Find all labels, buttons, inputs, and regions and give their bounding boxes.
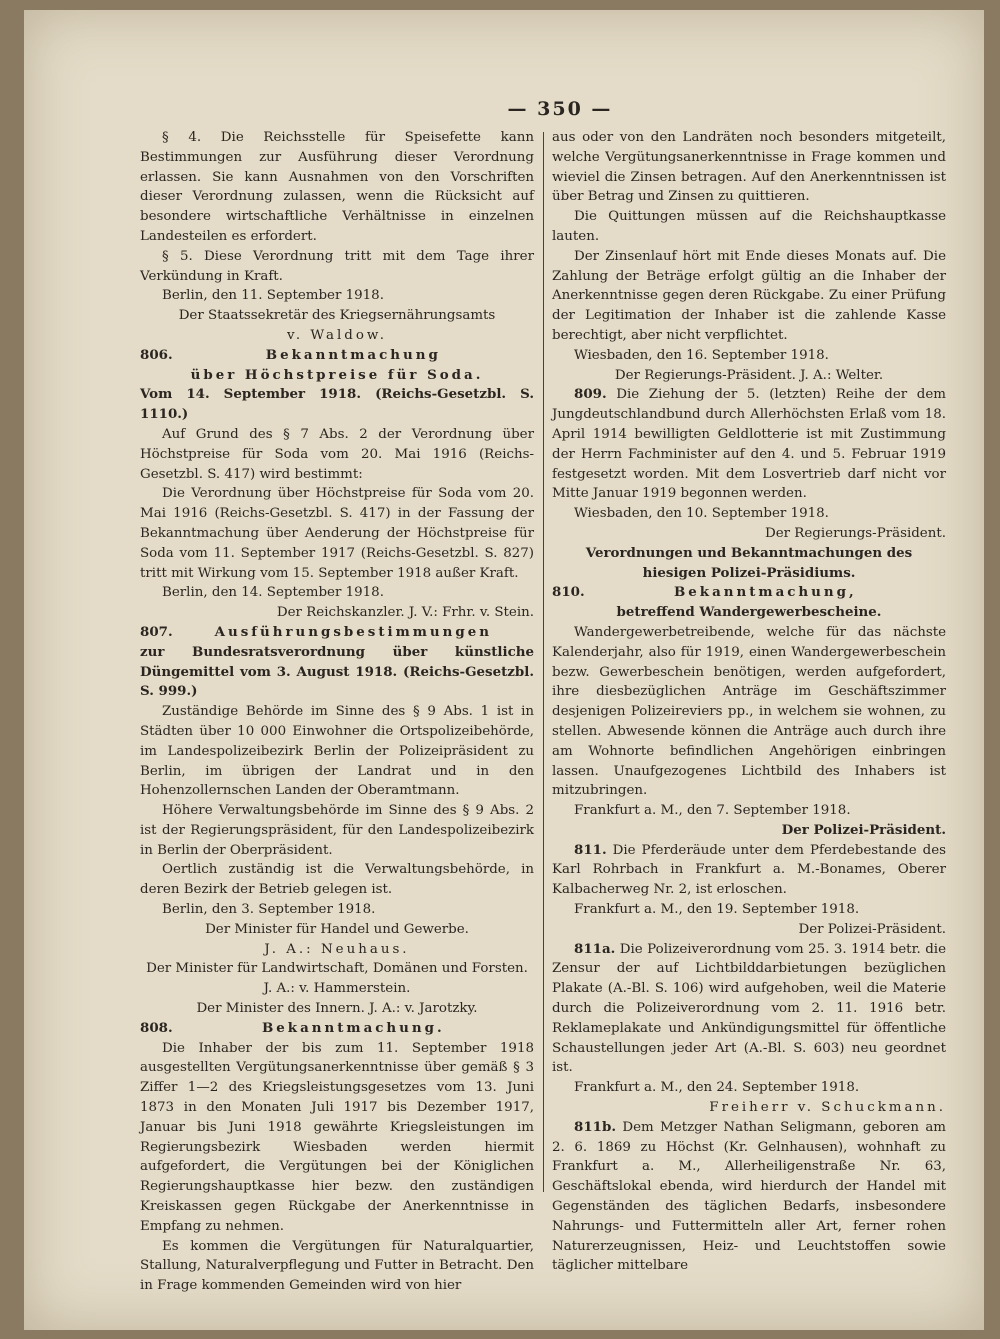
- entry-subtitle: zur Bundesratsverordnung über künstliche Düngemittel vom 3. August 1918. (Reichs-Gesetzbl. S. 999.): [140, 643, 534, 700]
- date-line: Frankfurt a. M., den 19. September 1918.: [574, 902, 860, 918]
- date-line: Wiesbaden, den 10. September 1918.: [574, 506, 829, 522]
- signature-line: Der Regierungs-Präsident. J. A.: Welter.: [614, 367, 884, 383]
- signature-line: Der Minister für Handel und Gewerbe.: [205, 921, 469, 937]
- signature-line: Der Regierungs-Präsident.: [764, 525, 946, 541]
- entry-number: 810.: [552, 584, 585, 601]
- left-column: [140, 128, 534, 1296]
- entry-808-text: Die Quittungen müssen auf die Reichshauptkasse lauten.: [552, 209, 946, 244]
- entry-806-text: Die Verordnung über Höchstpreise für Soda vom 20. Mai 1916 (Reichs-Gesetzbl. S. 417) in der Fassung der Bekanntmachung über Aenderung der Höchstpreise für Soda vom 11. September 1917 (Reichs-Gesetzbl. S. 827) tritt mit Wirkung vom 15. September 1918 außer Kraft.: [140, 486, 534, 581]
- entry-title: Ausführungsbestimmungen: [214, 623, 493, 640]
- entry-806-heading: [140, 346, 534, 366]
- entry-subtitle: über Höchstpreise für Soda.: [190, 366, 484, 383]
- column-divider: [543, 132, 544, 1192]
- signature-title: Der Staatssekretär des Kriegsernährungsamts: [178, 308, 496, 324]
- entry-subtitle: betreffend Wandergewerbescheine.: [616, 604, 882, 621]
- entry-807-text: Oertlich zuständig ist die Verwaltungsbehörde, in deren Bezirk der Betrieb gelegen ist.: [140, 862, 534, 898]
- entry-title: Bekanntmachung: [265, 346, 441, 363]
- signature-line: Der Polizei-Präsident.: [798, 921, 946, 937]
- entry-809-text: [552, 385, 946, 504]
- entry-number: 811b.: [574, 1118, 616, 1135]
- entry-810-heading: [552, 583, 946, 603]
- signature-line: Der Minister des Innern. J. A.: v. Jarotzky.: [196, 1001, 478, 1017]
- date-line: Wiesbaden, den 16. September 1918.: [574, 347, 829, 363]
- entry-811b-body: Dem Metzger Nathan Seligmann, geboren am 2. 6. 1869 zu Höchst (Kr. Gelnhausen), wohnhaft zu Frankfurt a. M., Allerheiligenstraße Nr. 63, Geschäftslokal ebenda, wird hierdurch der Handel mit Gegenständen des täglichen Bedarfs, insbesondere Nahrungs- und Futtermitteln aller Art, ferner rohen Naturerzeugnissen, Heiz- und Leuchtstoffen sowie täglicher mittelbare: [552, 1119, 946, 1274]
- entry-807-heading: [140, 623, 534, 643]
- section-heading: Verordnungen und Bekanntmachungen des hiesigen Polizei-Präsidiums.: [585, 544, 913, 581]
- entry-811a-body: Die Polizeiverordnung vom 25. 3. 1914 betr. die Zensur der auf Lichtbilddarbietungen bezüglichen Plakate (A.-Bl. S. 106) wird aufgehoben, weil die Materie durch die Polizeiverordnung vom 2. 11. 1916 betr. Reklameplakate und Ankündigungsmittel für öffentliche Schaustellungen jeder Art (A.-Bl. S. 603) neu geordnet ist.: [552, 941, 946, 1076]
- entry-title: Bekanntmachung.: [261, 1019, 445, 1036]
- entry-number: 808.: [140, 1019, 173, 1036]
- signature-name: v. Waldow.: [286, 327, 388, 343]
- entry-number: 806.: [140, 346, 173, 363]
- entry-number: 811a.: [574, 940, 616, 957]
- date-line: Berlin, den 3. September 1918.: [162, 902, 376, 918]
- entry-811a-text: [552, 940, 946, 1079]
- date-line: Frankfurt a. M., den 7. September 1918.: [574, 803, 851, 819]
- entry-807-text: Höhere Verwaltungsbehörde im Sinne des § 9 Abs. 2 ist der Regierungspräsident, für den Landespolizeibezirk in Berlin der Oberpräsident.: [140, 803, 534, 858]
- date-line: Berlin, den 14. September 1918.: [162, 585, 384, 601]
- signature-line: Der Minister für Landwirtschaft, Domänen und Forsten. J. A.: v. Hammerstein.: [146, 961, 528, 997]
- paragraph-5: § 5. Diese Verordnung tritt mit dem Tage ihrer Verkündung in Kraft.: [140, 248, 534, 284]
- right-column: [552, 128, 946, 1276]
- signature-name: J. A.: Neuhaus.: [264, 941, 410, 957]
- entry-808-text: Die Inhaber der bis zum 11. September 1918 ausgestellten Vergütungsanerkenntnisse über gemäß § 3 Ziffer 1—2 des Kriegsleistungsgesetzes vom 13. Juni 1873 in den Monaten Juli 1917 bis Dezember 1917, Januar bis Juni 1918 gewährte Kriegsleistungen im Regierungsbezirk Wiesbaden werden hiermit aufgefordert, die Vergütungen bei der Königlichen Regierungshauptkasse hier bezw. den zuständigen Kreiskassen gegen Rückgabe der Anerkenntnisse in Empfang zu nehmen.: [140, 1040, 534, 1234]
- entry-808-text: Der Zinsenlauf hört mit Ende dieses Monats auf. Die Zahlung der Beträge erfolgt gültig an die Inhaber der Anerkenntnisse gegen deren Rückgabe. Zu einer Prüfung der Legitimation der Inhaber ist die zahlende Kasse berechtigt, aber nicht verpflichtet.: [552, 248, 946, 343]
- date-line: Berlin, den 11. September 1918.: [162, 288, 384, 304]
- entry-title: Bekanntmachung,: [673, 584, 857, 601]
- entry-808-heading: [140, 1019, 534, 1039]
- entry-810-text: Wandergewerbetreibende, welche für das nächste Kalenderjahr, also für 1919, einen Wandergewerbeschein bezw. Gewerbeschein benötigen, werden aufgefordert, ihre diesbezüglichen Anträge im Geschäftszimmer desjenigen Polizeireviers pp., in welchem sie wohnen, zu stellen. Abwesende können die Anträge auch durch ihre am Wohnorte befindlichen Angehörigen einbringen lassen. Unaufgezogenes Lichtbild des Inhabers ist mitzubringen.: [552, 624, 946, 799]
- entry-811b-text: [552, 1118, 946, 1276]
- date-line: Frankfurt a. M., den 24. September 1918.: [574, 1080, 860, 1096]
- entry-number: 809.: [574, 386, 607, 403]
- page-number: — 350 —: [507, 98, 613, 120]
- entry-811-text: [552, 841, 946, 900]
- entry-808-text: aus oder von den Landräten noch besonders mitgeteilt, welche Vergütungsanerkenntnisse in Frage kommen und wieviel die Zinsen betragen. Auf den Anerkenntnissen ist über Betrag und Zinsen zu quittieren.: [552, 130, 946, 205]
- entry-811-body: Die Pferderäude unter dem Pferdebestande des Karl Rohrbach in Frankfurt a. M.-Bonames, Oberer Kalbacherweg Nr. 2, ist erloschen.: [552, 842, 946, 898]
- signature-line: Der Polizei-Präsident.: [781, 821, 946, 838]
- signature-name: Freiherr v. Schuckmann.: [709, 1100, 946, 1116]
- entry-number: 811.: [574, 841, 607, 858]
- entry-806-text: Auf Grund des § 7 Abs. 2 der Verordnung über Höchstpreise für Soda vom 20. Mai 1916 (Reichs-Gesetzbl. S. 417) wird bestimmt:: [140, 426, 534, 482]
- entry-807-text: Zuständige Behörde im Sinne des § 9 Abs. 1 ist in Städten über 10 000 Einwohner die Ortspolizeibehörde, im Landespolizeibezirk Berlin der Polizeipräsident zu Berlin, im übrigen der Landrat und in den Hohenzollernschen Landen der Oberamtmann.: [140, 704, 534, 799]
- entry-number: 807.: [140, 623, 173, 640]
- paragraph-4: § 4. Die Reichsstelle für Speisefette kann Bestimmungen zur Ausführung dieser Verordnung erlassen. Sie kann Ausnahmen von den Vorschriften dieser Verordnung zulassen, wenn die Rücksicht auf besondere wirtschaftliche Verhältnisse in einzelnen Landesteilen es erfordert.: [140, 130, 534, 244]
- entry-809-body: Die Ziehung der 5. (letzten) Reihe der dem Jungdeutschlandbund durch Allerhöchsten Erlaß vom 18. April 1914 bewilligten Geldlotterie ist mit Zustimmung der Herrn Fachminister auf den 4. und 5. Februar 1919 festgesetzt worden. Mit dem Losvertrieb darf nicht vor Mitte Januar 1919 begonnen werden.: [552, 387, 946, 502]
- entry-808-text: Es kommen die Vergütungen für Naturalquartier, Stallung, Naturalverpflegung und Futter in Betracht. Den in Frage kommenden Gemeinden wird von hier: [140, 1238, 534, 1294]
- entry-date-source: Vom 14. September 1918. (Reichs-Gesetzbl. S. 1110.): [140, 386, 534, 423]
- signature-line: Der Reichskanzler. J. V.: Frhr. v. Stein.: [276, 605, 534, 621]
